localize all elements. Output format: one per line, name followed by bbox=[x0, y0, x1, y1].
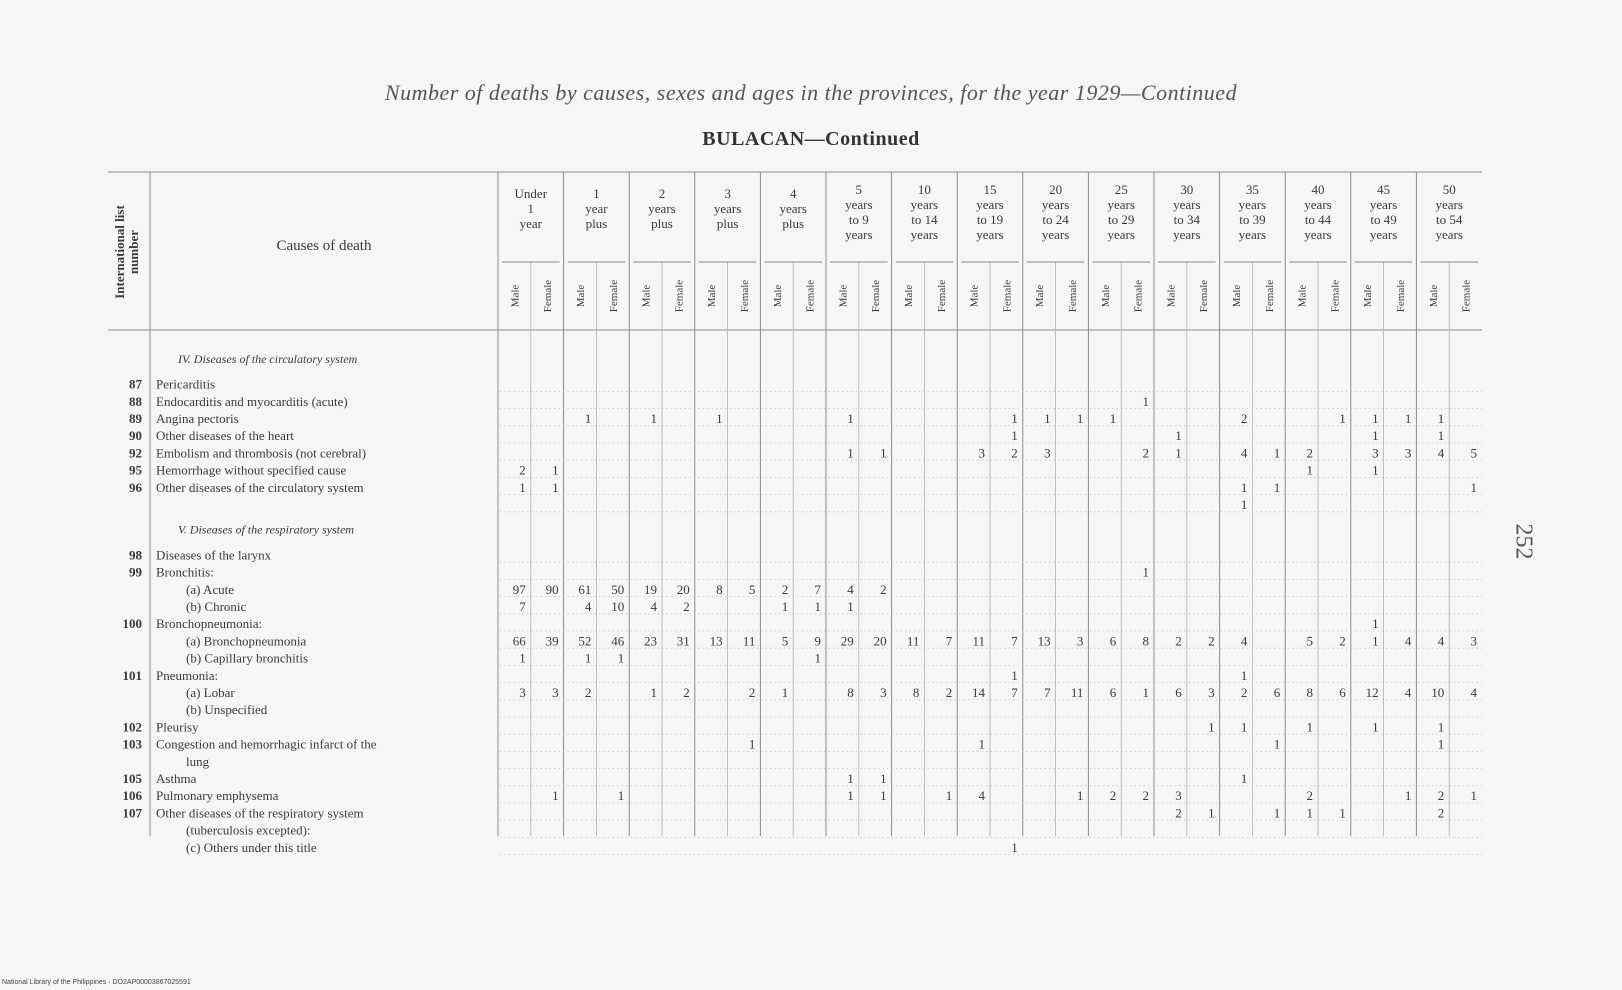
cell-value: 2 bbox=[1208, 633, 1215, 649]
cell-value: 7 bbox=[945, 633, 953, 649]
age-group-header: 35 bbox=[1245, 182, 1259, 197]
sex-subheader: Female bbox=[542, 279, 555, 313]
cause-label: (b) Capillary bronchitis bbox=[186, 650, 309, 666]
age-group-header: years bbox=[1435, 197, 1463, 212]
cause-label: (c) Others under this title bbox=[186, 839, 317, 855]
sex-subheader: Male bbox=[575, 284, 587, 308]
sex-subheader: Male bbox=[903, 284, 915, 308]
cell-value: 1 bbox=[1273, 479, 1281, 495]
cell-value: 3 bbox=[1372, 445, 1379, 461]
cell-value: 1 bbox=[814, 650, 821, 666]
cell-value: 1 bbox=[1372, 719, 1379, 735]
sex-subheader: Female bbox=[1132, 279, 1145, 313]
cell-value: 1 bbox=[1175, 428, 1182, 444]
sex-subheader: Male bbox=[968, 284, 981, 308]
list-number: 92 bbox=[129, 445, 142, 461]
sex-subheader: Male bbox=[640, 284, 653, 308]
cell-value: 1 bbox=[519, 479, 526, 495]
cell-value: 2 bbox=[1011, 445, 1018, 461]
cell-value: 2 bbox=[1437, 788, 1445, 804]
list-number: 95 bbox=[129, 462, 142, 478]
sex-subheader: Female bbox=[1329, 279, 1342, 313]
sex-subheader: Female bbox=[1395, 279, 1407, 313]
cell-value: 1 bbox=[1306, 462, 1313, 478]
cell-value: 8 bbox=[1142, 633, 1149, 649]
cell-value: 2 bbox=[1240, 411, 1248, 427]
cell-value: 7 bbox=[519, 599, 526, 615]
list-number: 90 bbox=[129, 428, 142, 444]
cell-value: 4 bbox=[1404, 685, 1412, 701]
cell-value: 8 bbox=[716, 581, 723, 597]
cell-value: 1 bbox=[584, 411, 592, 427]
age-group-header: years bbox=[1107, 227, 1135, 242]
cell-value: 1 bbox=[1011, 839, 1018, 855]
cell-value: 11 bbox=[1070, 685, 1084, 701]
mortality-table bbox=[108, 170, 1482, 856]
cell-value: 10 bbox=[611, 599, 625, 615]
cell-value: 1 bbox=[1142, 685, 1149, 701]
cell-value: 29 bbox=[840, 633, 854, 649]
age-group-header: plus bbox=[585, 216, 608, 231]
age-group-header: years bbox=[1369, 227, 1398, 242]
cell-value: 10 bbox=[1431, 685, 1445, 701]
age-group-header: 5 bbox=[855, 182, 863, 197]
cell-value: 1 bbox=[1372, 633, 1379, 649]
cell-value: 3 bbox=[880, 685, 887, 701]
cell-value: 50 bbox=[611, 581, 625, 597]
cause-label: Other diseases of the circulatory system bbox=[156, 479, 364, 495]
causes-header: Causes of death bbox=[276, 238, 372, 254]
cause-label: lung bbox=[186, 753, 210, 769]
cause-label: Bronchopneumonia: bbox=[156, 616, 263, 632]
cell-value: 1 bbox=[584, 650, 592, 666]
list-number: 102 bbox=[122, 719, 142, 735]
sex-subheader: Male bbox=[1099, 284, 1112, 308]
cell-value: 61 bbox=[578, 581, 592, 597]
list-number: 98 bbox=[129, 547, 142, 563]
cell-value: 1 bbox=[1372, 428, 1379, 444]
age-group-header: 10 bbox=[917, 182, 931, 197]
cell-value: 20 bbox=[873, 633, 887, 649]
age-group-header: 50 bbox=[1442, 182, 1456, 197]
list-number: 88 bbox=[129, 393, 142, 409]
cell-value: 1 bbox=[1273, 445, 1281, 461]
cell-value: 1 bbox=[1339, 805, 1346, 821]
cause-label: Congestion and hemorrhagic infarct of the bbox=[156, 736, 377, 752]
cell-value: 1 bbox=[617, 788, 625, 804]
age-group-header: year bbox=[585, 201, 608, 216]
cell-value: 4 bbox=[1437, 445, 1445, 461]
cell-value: 1 bbox=[1240, 667, 1248, 683]
cell-value: 1 bbox=[1142, 393, 1149, 409]
section-heading: V. Diseases of the respiratory system bbox=[178, 522, 354, 537]
cause-label: (b) Chronic bbox=[186, 599, 247, 615]
cause-label: Pleurisy bbox=[156, 719, 199, 735]
age-group-header: to 34 bbox=[1173, 212, 1200, 227]
sex-subheader: Female bbox=[607, 279, 620, 313]
age-group-header: 25 bbox=[1114, 182, 1128, 197]
age-group-header: years bbox=[1107, 197, 1135, 212]
sex-subheader: Male bbox=[1296, 284, 1309, 308]
cell-value: 4 bbox=[1470, 685, 1477, 701]
cause-label: Asthma bbox=[156, 771, 197, 787]
age-group-header: to 49 bbox=[1370, 212, 1397, 227]
age-group-header: years bbox=[1173, 227, 1201, 242]
cause-label: (a) Bronchopneumonia bbox=[186, 633, 307, 649]
age-group-header: years bbox=[779, 201, 807, 216]
age-group-header: plus bbox=[782, 216, 805, 231]
sex-subheader: Female bbox=[739, 279, 751, 313]
cell-value: 1 bbox=[781, 685, 789, 701]
cell-value: 7 bbox=[1011, 685, 1018, 701]
cell-value: 2 bbox=[1306, 788, 1313, 804]
cell-value: 1 bbox=[880, 445, 887, 461]
cell-value: 19 bbox=[644, 581, 657, 597]
cell-value: 1 bbox=[880, 788, 887, 804]
cell-value: 5 bbox=[748, 581, 756, 597]
cell-value: 2 bbox=[1240, 685, 1248, 701]
age-group-header: years bbox=[1304, 197, 1332, 212]
age-group-header: year bbox=[519, 216, 542, 231]
cell-value: 1 bbox=[847, 771, 854, 787]
cell-value: 12 bbox=[1365, 685, 1379, 701]
cell-value: 1 bbox=[1437, 736, 1445, 752]
age-group-header: years bbox=[1238, 197, 1267, 212]
cell-value: 1 bbox=[1306, 719, 1313, 735]
cell-value: 2 bbox=[1142, 445, 1149, 461]
age-group-header: 20 bbox=[1049, 182, 1063, 197]
cause-label: Pulmonary emphysema bbox=[156, 788, 279, 804]
sex-subheader: Male bbox=[1231, 284, 1243, 308]
age-group-header: years bbox=[648, 201, 676, 216]
cause-label: Embolism and thrombosis (not cerebral) bbox=[156, 445, 367, 461]
cell-value: 11 bbox=[742, 633, 756, 649]
cell-value: 1 bbox=[1372, 411, 1379, 427]
age-group-header: years bbox=[1369, 197, 1398, 212]
cell-value: 1 bbox=[1208, 719, 1215, 735]
cell-value: 1 bbox=[1044, 411, 1051, 427]
cell-value: 4 bbox=[1240, 633, 1248, 649]
list-number: 106 bbox=[122, 788, 142, 804]
age-group-header: years bbox=[910, 197, 939, 212]
sex-subheader: Female bbox=[1460, 279, 1473, 313]
cell-value: 1 bbox=[847, 788, 854, 804]
list-number-header: International list bbox=[112, 205, 127, 299]
cell-value: 2 bbox=[880, 581, 887, 597]
cell-value: 6 bbox=[1273, 685, 1281, 701]
list-number: 101 bbox=[122, 667, 142, 683]
age-group-header: 40 bbox=[1311, 182, 1325, 197]
cause-label: Bronchitis: bbox=[156, 564, 214, 580]
cell-value: 3 bbox=[552, 685, 559, 701]
cell-value: 3 bbox=[1175, 788, 1182, 804]
cell-value: 1 bbox=[748, 736, 756, 752]
sex-subheader: Male bbox=[509, 284, 522, 308]
sex-subheader: Female bbox=[1198, 279, 1211, 313]
cause-label: (a) Lobar bbox=[186, 685, 235, 701]
cause-label: Hemorrhage without specified cause bbox=[156, 462, 347, 478]
cell-value: 4 bbox=[1404, 633, 1412, 649]
cell-value: 2 bbox=[1142, 788, 1149, 804]
archive-footer-note: National Library of the Philippines · DO2AP00003867025591 bbox=[2, 979, 191, 986]
cell-value: 1 bbox=[1437, 428, 1445, 444]
cell-value: 23 bbox=[644, 633, 657, 649]
cell-value: 2 bbox=[1175, 805, 1182, 821]
age-group-header: years bbox=[1041, 227, 1070, 242]
cell-value: 6 bbox=[1339, 685, 1346, 701]
cell-value: 1 bbox=[519, 650, 526, 666]
age-group-header: years bbox=[976, 227, 1004, 242]
cell-value: 1 bbox=[1470, 479, 1477, 495]
age-group-header: 2 bbox=[658, 186, 666, 201]
cell-value: 52 bbox=[578, 633, 592, 649]
cause-label: Other diseases of the heart bbox=[156, 428, 294, 444]
sex-subheader: Male bbox=[771, 284, 784, 308]
cell-value: 1 bbox=[847, 599, 854, 615]
age-group-header: 15 bbox=[983, 182, 997, 197]
sex-subheader: Male bbox=[1362, 284, 1375, 308]
cause-label: (a) Acute bbox=[186, 581, 235, 597]
cell-value: 5 bbox=[1470, 445, 1477, 461]
age-group-header: to 39 bbox=[1239, 212, 1266, 227]
cause-label: Pericarditis bbox=[156, 376, 216, 392]
cell-value: 11 bbox=[972, 633, 985, 649]
cell-value: 66 bbox=[512, 633, 526, 649]
cell-value: 1 bbox=[552, 479, 559, 495]
age-group-header: years bbox=[976, 197, 1004, 212]
cell-value: 1 bbox=[1011, 411, 1018, 427]
cell-value: 1 bbox=[1011, 667, 1018, 683]
cell-value: 1 bbox=[814, 599, 821, 615]
cell-value: 2 bbox=[683, 685, 690, 701]
mortality-table-grid bbox=[108, 170, 1482, 856]
cause-label: (tuberculosis excepted): bbox=[186, 822, 311, 838]
cell-value: 1 bbox=[1011, 428, 1018, 444]
age-group-header: years bbox=[845, 227, 873, 242]
section-heading: IV. Diseases of the circulatory system bbox=[178, 351, 358, 366]
sex-subheader: Female bbox=[1067, 279, 1079, 313]
cell-value: 1 bbox=[1175, 445, 1182, 461]
cell-value: 31 bbox=[676, 633, 690, 649]
cell-value: 4 bbox=[1240, 445, 1248, 461]
page-number: 252 bbox=[1510, 523, 1537, 560]
cell-value: 1 bbox=[978, 736, 985, 752]
list-number: 103 bbox=[122, 736, 142, 752]
cell-value: 1 bbox=[1109, 411, 1117, 427]
age-group-header: years bbox=[910, 227, 939, 242]
sex-subheader: Male bbox=[1034, 284, 1047, 308]
cell-value: 3 bbox=[978, 445, 985, 461]
age-group-header: years bbox=[1173, 197, 1201, 212]
cell-value: 4 bbox=[650, 599, 657, 615]
cell-value: 3 bbox=[1404, 445, 1412, 461]
cell-value: 1 bbox=[650, 685, 657, 701]
cell-value: 97 bbox=[512, 581, 526, 597]
age-group-header: to 9 bbox=[848, 212, 869, 227]
cell-value: 2 bbox=[519, 462, 526, 478]
cell-value: 7 bbox=[1044, 685, 1051, 701]
cell-value: 1 bbox=[945, 788, 953, 804]
sex-subheader: Female bbox=[804, 279, 817, 313]
cell-value: 7 bbox=[814, 581, 821, 597]
age-group-header: years bbox=[1304, 227, 1332, 242]
age-group-header: plus bbox=[716, 216, 739, 231]
cell-value: 1 bbox=[1306, 805, 1313, 821]
cell-value: 2 bbox=[1109, 788, 1117, 804]
cell-value: 2 bbox=[1306, 445, 1313, 461]
age-group-header: years bbox=[1435, 227, 1463, 242]
cell-value: 1 bbox=[1240, 497, 1248, 513]
cell-value: 46 bbox=[611, 633, 625, 649]
cause-label: Endocarditis and myocarditis (acute) bbox=[156, 393, 348, 409]
cell-value: 6 bbox=[1109, 685, 1117, 701]
age-group-header: to 29 bbox=[1108, 212, 1135, 227]
cell-value: 1 bbox=[1437, 411, 1445, 427]
sex-subheader: Female bbox=[1263, 279, 1276, 313]
list-number: 99 bbox=[129, 564, 142, 580]
sex-subheader: Male bbox=[706, 284, 719, 308]
cell-value: 1 bbox=[847, 445, 854, 461]
cell-value: 2 bbox=[781, 581, 789, 597]
cell-value: 1 bbox=[1240, 771, 1248, 787]
cell-value: 1 bbox=[1208, 805, 1215, 821]
cell-value: 5 bbox=[1306, 633, 1313, 649]
cell-value: 3 bbox=[519, 685, 526, 701]
list-number: 96 bbox=[129, 479, 142, 495]
cell-value: 6 bbox=[1109, 633, 1117, 649]
age-group-header: 3 bbox=[724, 186, 731, 201]
page-title: Number of deaths by causes, sexes and ages in the provinces, for the year 1929—Continued bbox=[384, 80, 1238, 105]
age-group-header: to 54 bbox=[1436, 212, 1463, 227]
cell-value: 9 bbox=[814, 633, 821, 649]
cell-value: 1 bbox=[617, 650, 625, 666]
cell-value: 2 bbox=[748, 685, 756, 701]
cell-value: 6 bbox=[1175, 685, 1182, 701]
age-group-header: 1 bbox=[527, 201, 535, 216]
sex-subheader: Female bbox=[935, 279, 948, 313]
age-group-header: 30 bbox=[1180, 182, 1194, 197]
sex-subheader: Male bbox=[1165, 284, 1178, 308]
cell-value: 5 bbox=[781, 633, 789, 649]
cell-value: 2 bbox=[1437, 805, 1445, 821]
cause-label: Other diseases of the respiratory system bbox=[156, 805, 364, 821]
cell-value: 1 bbox=[1273, 736, 1281, 752]
cell-value: 1 bbox=[552, 462, 559, 478]
cell-value: 1 bbox=[1372, 616, 1379, 632]
cause-label: (b) Unspecified bbox=[186, 702, 268, 718]
cell-value: 2 bbox=[945, 685, 953, 701]
cell-value: 1 bbox=[552, 788, 559, 804]
cell-value: 3 bbox=[1076, 633, 1084, 649]
cell-value: 90 bbox=[545, 581, 559, 597]
sex-subheader: Male bbox=[837, 284, 850, 308]
age-group-header: 45 bbox=[1377, 182, 1391, 197]
cell-value: 1 bbox=[1142, 564, 1149, 580]
cell-value: 1 bbox=[1404, 788, 1412, 804]
cell-value: 1 bbox=[781, 599, 789, 615]
cell-value: 2 bbox=[683, 599, 690, 615]
cell-value: 2 bbox=[584, 685, 592, 701]
age-group-header: years bbox=[1238, 227, 1267, 242]
cell-value: 20 bbox=[676, 581, 690, 597]
age-group-header: years bbox=[845, 197, 873, 212]
age-group-header: to 19 bbox=[976, 212, 1004, 227]
cell-value: 1 bbox=[880, 771, 887, 787]
cell-value: 4 bbox=[978, 788, 985, 804]
cell-value: 8 bbox=[847, 685, 854, 701]
sex-subheader: Female bbox=[1001, 279, 1014, 313]
age-group-header: 1 bbox=[593, 186, 600, 201]
cell-value: 1 bbox=[847, 411, 854, 427]
list-number: 89 bbox=[129, 411, 142, 427]
cause-label: Pneumonia: bbox=[156, 667, 219, 683]
cell-value: 1 bbox=[1470, 788, 1477, 804]
cell-value: 4 bbox=[1437, 633, 1445, 649]
cell-value: 1 bbox=[1240, 479, 1248, 495]
list-number: 105 bbox=[122, 771, 142, 787]
cell-value: 1 bbox=[1076, 788, 1084, 804]
cell-value: 1 bbox=[1240, 719, 1248, 735]
cell-value: 2 bbox=[1339, 633, 1346, 649]
cell-value: 1 bbox=[1076, 411, 1084, 427]
cell-value: 3 bbox=[1470, 633, 1477, 649]
list-number-header: number bbox=[126, 229, 141, 275]
cell-value: 39 bbox=[545, 633, 559, 649]
cell-value: 1 bbox=[1404, 411, 1412, 427]
cell-value: 14 bbox=[972, 685, 985, 701]
sex-subheader: Female bbox=[870, 279, 883, 313]
cause-label: Angina pectoris bbox=[156, 411, 239, 427]
cell-value: 3 bbox=[1044, 445, 1051, 461]
cell-value: 1 bbox=[1372, 462, 1379, 478]
cell-value: 3 bbox=[1208, 685, 1215, 701]
age-group-header: to 44 bbox=[1304, 212, 1332, 227]
age-group-header: plus bbox=[651, 216, 673, 231]
age-group-header: Under bbox=[514, 186, 548, 201]
cell-value: 13 bbox=[709, 633, 723, 649]
cell-value: 1 bbox=[650, 411, 657, 427]
age-group-header: years bbox=[713, 201, 742, 216]
list-number: 107 bbox=[122, 805, 142, 821]
sex-subheader: Female bbox=[673, 279, 686, 313]
cell-value: 4 bbox=[584, 599, 592, 615]
list-number: 100 bbox=[122, 616, 142, 632]
cell-value: 7 bbox=[1011, 633, 1018, 649]
cause-label: Diseases of the larynx bbox=[156, 547, 272, 563]
cell-value: 1 bbox=[1339, 411, 1346, 427]
list-number: 87 bbox=[129, 376, 142, 392]
age-group-header: to 24 bbox=[1042, 212, 1069, 227]
age-group-header: years bbox=[1041, 197, 1070, 212]
cell-value: 1 bbox=[716, 411, 723, 427]
cell-value: 4 bbox=[847, 581, 854, 597]
cell-value: 13 bbox=[1037, 633, 1051, 649]
cell-value: 1 bbox=[1437, 719, 1445, 735]
cell-value: 8 bbox=[912, 685, 920, 701]
cell-value: 1 bbox=[1273, 805, 1281, 821]
cell-value: 8 bbox=[1306, 685, 1313, 701]
age-group-header: to 14 bbox=[911, 212, 938, 227]
sex-subheader: Male bbox=[1427, 284, 1440, 308]
province-subtitle: BULACAN—Continued bbox=[702, 128, 920, 150]
cell-value: 11 bbox=[906, 633, 920, 649]
cell-value: 2 bbox=[1175, 633, 1182, 649]
age-group-header: 4 bbox=[789, 186, 797, 201]
